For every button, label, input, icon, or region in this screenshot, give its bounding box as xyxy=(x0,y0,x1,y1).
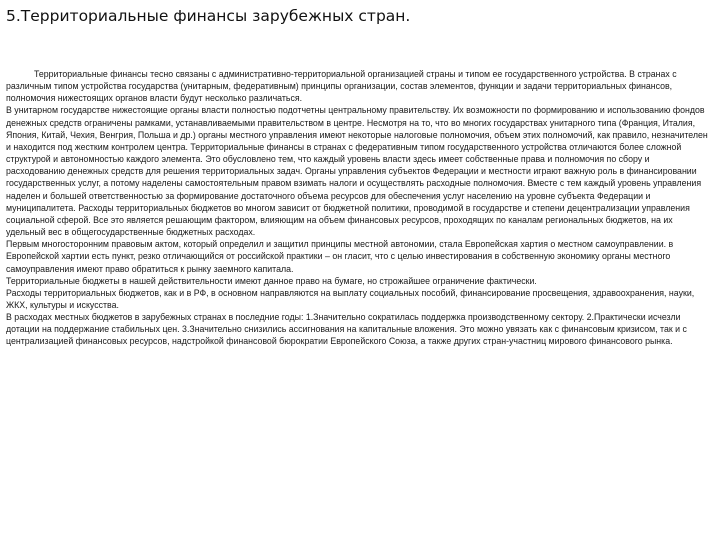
paragraph: Территориальные финансы тесно связаны с административно-территориальной организацией страны и типом ее государственного устройства. В странах с различным типом устройства государства (унитарным, федеративным) принципы организации, состав элементов, функции и задачи территориальных финансов, полномочия нижестоящих органов власти будут несколько различаться. xyxy=(6,69,677,104)
paragraph: В расходах местных бюджетов в зарубежных странах в последние годы: 1.Значительно сократилась поддержка производственному сектору. 2.Практически исчезли дотации на поддержание стабильных цен. 3.Значительно снизились ассигнования на капитальные вложения. Это можно увязать как с финансовым кризисом, так и с централизацией финансовых ресурсов, надстройкой финансовой бюрократии Европейского Союза, а также других стран-участниц мирового финансового рынка. xyxy=(6,312,687,347)
paragraph: Первым многосторонним правовым актом, который определил и защитил принципы местной автономии, стала Европейская хартия о местном самоуправлении. в Европейской хартии есть пункт, резко отличающийся от российской практики – он гласит, что с целью инвестирования в собственную экономику органы местного самоуправления имеют право обратиться к рынку заемного капитала. xyxy=(6,239,674,274)
paragraph: Расходы территориальных бюджетов, как и в РФ, в основном направляются на выплату социальных пособий, финансирование просвещения, здравоохранения, науки, ЖКХ, культуры и искусства. xyxy=(6,287,695,310)
paragraph: В унитарном государстве нижестоящие органы власти полностью подотчетны центральному правительству. Их возможности по формированию и использованию фондов денежных средств ограничены рамками, устанавливаемыми правительством в центре. Несмотря на то, что во многих государствах унитарного типа (Франция, Италия, Япония, Китай, Чехия, Венгрия, Польша и др.) органы местного управления имеют некоторые налоговые полномочия, объем этих полномочий, как правило, незначителен и находится под жестким контролем центра. Территориальные финансы в странах с федеративным типом государственного устройства отличаются более сложной структурой и автономностью каждого элемента. Это обусловлено тем, что каждый уровень власти здесь имеет собственные права и полномочия по сбору и расходованию денежных средств для решения территориальных задач. Органы управления субъектов Федерации и местности играют важную роль в финансировании государственных услуг, а потому наделены самостоятельным правом взимать налоги и осуществлять расходные полномочия. Вместе с тем каждый уровень управления наделен и большей ответственностью за формирование достаточного объема ресурсов для обеспечения услуг населению на уровне субъекта Федерации и муниципалитета. Расходы территориальных бюджетов во многом зависит от бюджетной политики, проводимой в государстве и степени децентрализации управления социальной сферой. Все это является решающим фактором, влияющим на объем финансовых ресурсов, проходящих по каналам региональных бюджетов, на их удельный вес в общегосударственные бюджетных расходах. xyxy=(6,105,708,238)
slide-body xyxy=(6,68,711,348)
slide-title: 5.Территориальные финансы зарубежных стран. xyxy=(6,7,411,25)
paragraph: Территориальные бюджеты в нашей действительности имеют данное право на бумаге, но строжайшее ограничение фактически. xyxy=(6,275,537,286)
